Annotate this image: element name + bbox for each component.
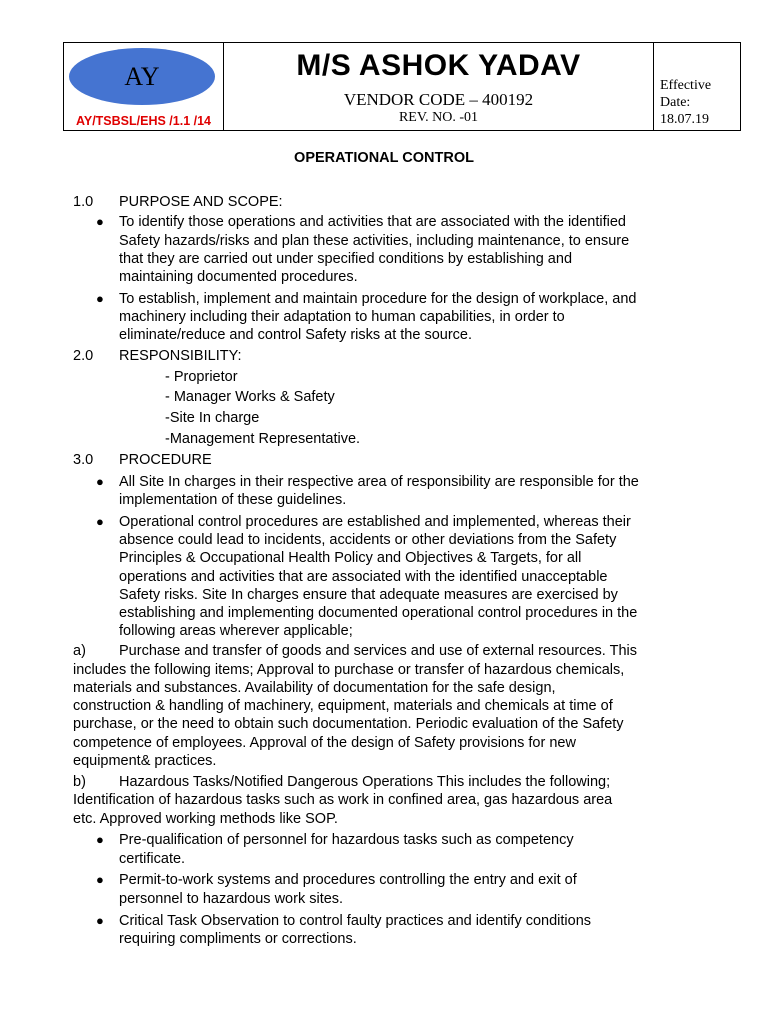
bullet-icon: ● [96,514,104,529]
bullet-line: operations and activities that are associated with the identified unacceptable [119,569,608,585]
paragraph-label: a) [73,643,86,659]
bullet-line: To establish, implement and maintain procedure for the design of workplace, and [119,291,637,307]
responsibility-item: -Site In charge [165,410,260,426]
bullet-icon: ● [96,474,104,489]
vendor-code: VENDOR CODE – 400192 [343,90,534,109]
section-title: RESPONSIBILITY: [119,348,242,364]
section-title: PURPOSE AND SCOPE: [119,194,283,210]
paragraph-line: Identification of hazardous tasks such as work in confined area, gas hazardous area [73,792,613,808]
company-logo [69,48,215,105]
header-date-cell [654,43,740,130]
section-number: 1.0 [73,194,94,210]
bullet-line: Permit-to-work systems and procedures controlling the entry and exit of [119,872,577,888]
bullet-line: To identify those operations and activities that are associated with the identified [119,214,626,230]
bullet-line: maintaining documented procedures. [119,269,358,285]
bullet-line: that they are carried out under specified conditions by establishing and [119,251,573,267]
bullet-line: following areas wherever applicable; [119,623,353,639]
bullet-icon: ● [96,913,104,928]
header-logo-cell [64,43,224,130]
bullet-line: absence could lead to incidents, accidents or other deviations from the Safety [119,532,617,548]
document-header [63,42,741,131]
section-title: PROCEDURE [119,452,212,468]
page-title: OPERATIONAL CONTROL [294,150,474,166]
bullet-line: requiring compliments or corrections. [119,931,357,947]
header-title-cell [224,43,654,130]
paragraph-line: Hazardous Tasks/Notified Dangerous Operations This includes the following; [119,774,611,790]
section-number: 3.0 [73,452,94,468]
effective-date: 18.07.19 [660,112,709,127]
bullet-icon: ● [96,832,104,847]
responsibility-item: -Management Representative. [165,431,361,447]
paragraph-line: purchase, or the need to obtain such documentation. Periodic evaluation of the Safety [73,716,624,732]
bullet-line: All Site In charges in their respective area of responsibility are responsible for the [119,474,639,490]
logo-text: AY [124,61,160,91]
responsibility-item: - Proprietor [165,369,238,385]
effective-label: Effective [660,78,712,93]
company-name: M/S ASHOK YADAV [296,49,581,82]
paragraph-line: equipment& practices. [73,753,217,769]
bullet-line: Safety hazards/risks and plan these activities, including maintenance, to ensure [119,233,630,249]
bullet-line: Critical Task Observation to control faulty practices and identify conditions [119,913,592,929]
bullet-line: establishing and implementing documented operational control procedures in the [119,605,638,621]
bullet-line: certificate. [119,851,186,867]
bullet-line: implementation of these guidelines. [119,492,347,508]
bullet-line: personnel to hazardous work sites. [119,891,344,907]
paragraph-line: competence of employees. Approval of the design of Safety provisions for new [73,735,576,751]
bullet-line: Principles & Occupational Health Policy and Objectives & Targets, for all [119,550,582,566]
paragraph-label: b) [73,774,86,790]
document-code: AY/TSBSL/EHS /1.1 /14 [75,114,211,128]
paragraph-line: etc. Approved working methods like SOP. [73,811,338,827]
bullet-icon: ● [96,872,104,887]
section-number: 2.0 [73,348,94,364]
bullet-line: eliminate/reduce and control Safety risks at the source. [119,327,473,343]
revision-number: REV. NO. -01 [398,110,479,125]
bullet-line: Safety risks. Site In charges ensure that adequate measures are exercised by [119,587,618,603]
bullet-icon: ● [96,291,104,306]
bullet-line: Operational control procedures are established and implemented, whereas their [119,514,631,530]
paragraph-line: materials and substances. Availability of documentation for the safe design, [73,680,556,696]
paragraph-line: Purchase and transfer of goods and services and use of external resources. This [119,643,637,659]
paragraph-line: construction & handling of machinery, equipment, materials and chemicals at time of [73,698,613,714]
bullet-line: Pre-qualification of personnel for hazardous tasks such as competency [119,832,574,848]
bullet-icon: ● [96,214,104,229]
responsibility-item: - Manager Works & Safety [165,389,335,405]
paragraph-line: includes the following items; Approval to purchase or transfer of hazardous chemicals, [73,662,625,678]
date-label: Date: [660,95,691,110]
bullet-line: machinery including their adaptation to human capabilities, in order to [119,309,565,325]
